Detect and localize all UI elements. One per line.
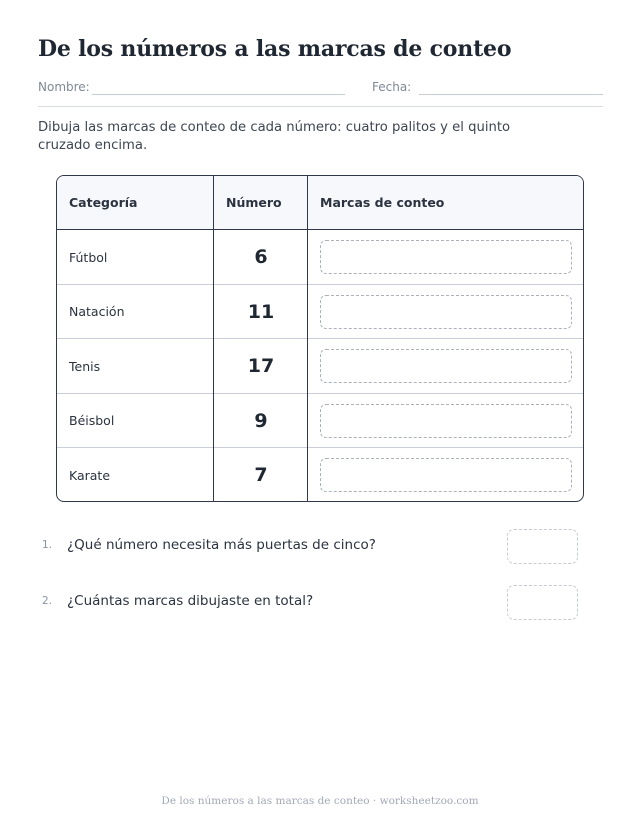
tally-answer-box[interactable] <box>320 240 572 274</box>
column-divider <box>213 176 215 501</box>
row-number: 6 <box>254 246 268 269</box>
row-category: Fútbol <box>69 249 108 265</box>
header-number: Número <box>226 195 282 210</box>
row-number: 7 <box>254 464 268 487</box>
table-row <box>57 285 583 340</box>
table-row <box>57 339 583 394</box>
row-category: Tenis <box>69 358 101 374</box>
tally-answer-box[interactable] <box>320 349 572 383</box>
row-category: Karate <box>69 467 111 483</box>
header-divider <box>38 106 603 107</box>
table-header <box>57 176 583 230</box>
tally-answer-box[interactable] <box>320 404 572 438</box>
tally-answer-box[interactable] <box>320 295 572 329</box>
footer: De los números a las marcas de conteo · worksheetzoo.com <box>161 795 479 807</box>
name-line[interactable] <box>92 94 345 95</box>
answer-box[interactable] <box>507 585 578 620</box>
tally-table <box>56 175 584 502</box>
table-row <box>57 230 583 285</box>
question-number: 2. <box>42 595 53 607</box>
page-title: De los números a las marcas de conteo <box>38 36 512 62</box>
row-number: 9 <box>254 409 268 432</box>
header-tally: Marcas de conteo <box>320 195 445 210</box>
row-category: Natación <box>69 304 125 320</box>
question-1 <box>38 529 603 565</box>
name-date-row <box>38 80 603 106</box>
name-label: Nombre: <box>38 80 90 94</box>
instructions: Dibuja las marcas de conteo de cada número: cuatro palitos y el quinto cruzado encima. <box>38 120 511 153</box>
date-label: Fecha: <box>372 80 412 94</box>
question-text: ¿Qué número necesita más puertas de cinco? <box>67 537 376 553</box>
table-row <box>57 394 583 449</box>
column-divider <box>307 176 309 501</box>
table-row <box>57 448 583 502</box>
question-2 <box>38 585 603 621</box>
question-number: 1. <box>42 539 53 551</box>
row-number: 11 <box>247 300 275 323</box>
row-category: Béisbol <box>69 413 115 429</box>
question-text: ¿Cuántas marcas dibujaste en total? <box>67 593 314 609</box>
answer-box[interactable] <box>507 529 578 564</box>
header-category: Categoría <box>69 195 138 210</box>
row-number: 17 <box>247 355 275 378</box>
date-line[interactable] <box>419 94 603 95</box>
tally-answer-box[interactable] <box>320 458 572 492</box>
